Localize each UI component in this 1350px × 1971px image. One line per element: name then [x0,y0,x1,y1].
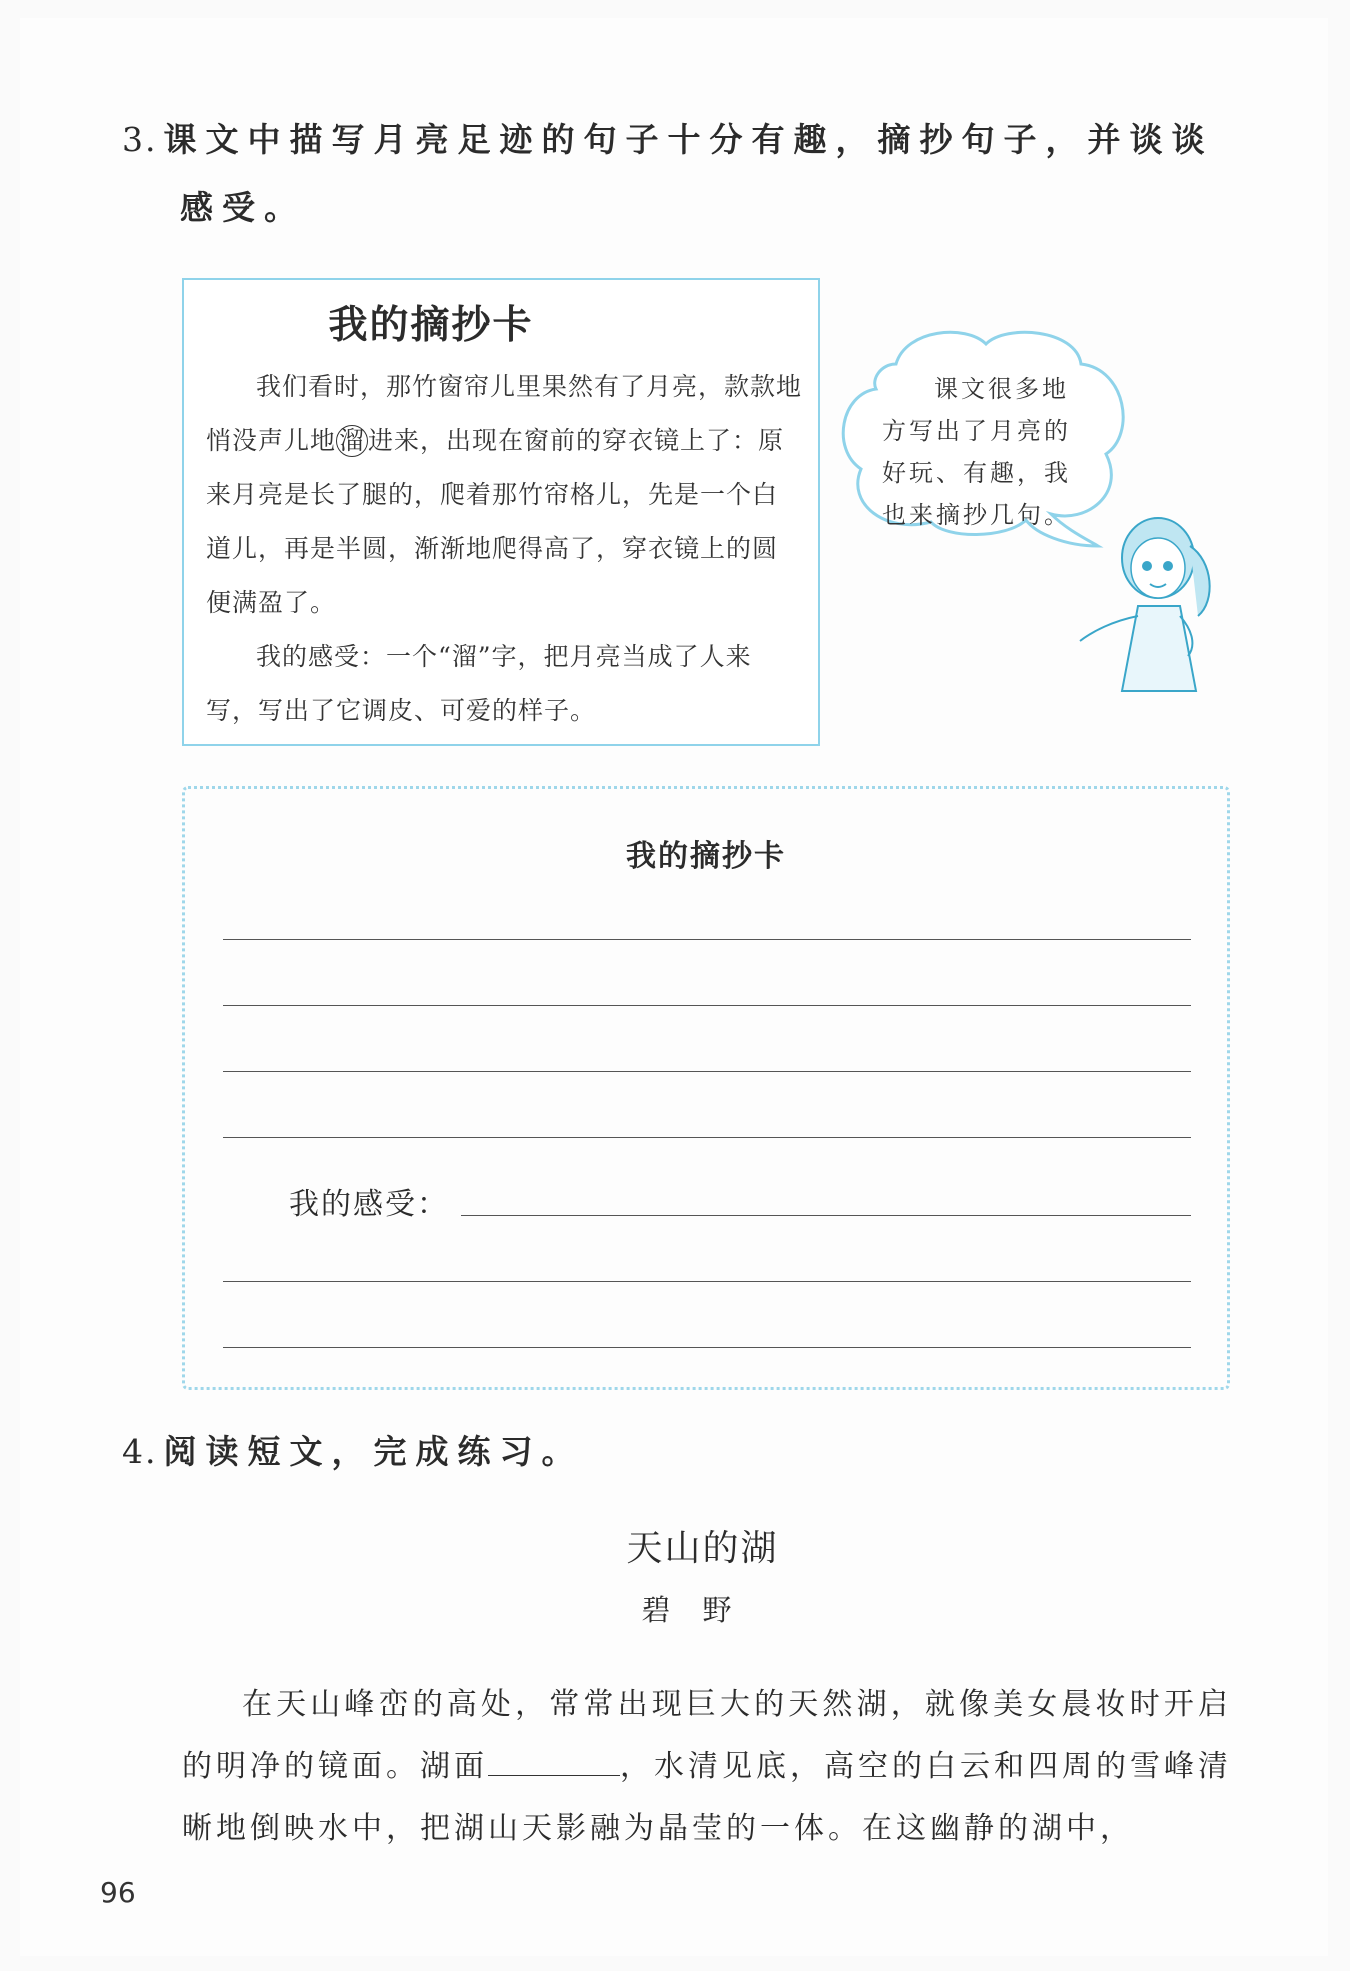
question-3-number: 3. [122,120,158,159]
page-number: 96 [100,1876,136,1909]
fill-in-blank[interactable] [488,1745,620,1776]
bubble-line-3: 好玩、有趣，我 [882,459,1071,487]
story-paragraph [182,1674,1232,1860]
bubble-line-2: 方写出了月亮的 [882,417,1071,445]
question-4-number: 4. [122,1432,158,1471]
blank-card-title: 我的摘抄卡 [626,839,786,874]
story-body [182,1674,1232,1860]
sample-card-handwriting [206,360,802,738]
writing-line[interactable] [223,1137,1191,1138]
writing-line[interactable] [223,1347,1191,1348]
story-title: 天山的湖 [626,1528,779,1569]
circled-character: 溜 [336,425,368,457]
sample-card-feeling: 我的感受：一个“溜”字，把月亮当成了人来写，写出了它调皮、可爱的样子。 [206,642,752,725]
bubble-text [882,368,1102,536]
sample-card-title: 我的摘抄卡 [328,302,534,348]
question-4-title [122,1418,1232,1486]
quote-part-after: 进来，出现在窗前的穿衣镜上了：原来月亮是长了腿的，爬着那竹帘格儿，先是一个白道儿，再是半圆，渐渐地爬得高了，穿衣镜上的圆便满盈了。 [206,426,785,617]
bubble-line-4: 也来摘抄几句。 [882,501,1071,529]
writing-line[interactable] [223,1071,1191,1072]
question-3-title [122,106,1232,242]
girl-illustration-icon [1078,506,1228,706]
story-author: 碧野 [641,1593,764,1627]
question-3-line2: 感受。 [180,188,306,227]
writing-line[interactable] [223,1005,1191,1006]
question-4-text: 阅读短文，完成练习。 [163,1432,584,1471]
bubble-line-1: 课文很多地 [934,375,1069,403]
writing-line[interactable] [223,939,1191,940]
quote-part-before: 我们看时，那竹窗帘儿里果然有了月亮，款款地悄没声儿地 [206,372,803,455]
writing-line[interactable] [223,1281,1191,1282]
sample-card-quote [206,360,802,630]
question-3-line1: 课文中描写月亮足迹的句子十分有趣，摘抄句子，并谈谈 [163,120,1214,159]
blank-excerpt-card [182,786,1230,1390]
feeling-label: 我的感受： [289,1187,449,1222]
story-text-after-blank: ，水清见底，高空的白云和四周的雪峰清晰地倒映水中，把湖山天影融为晶莹的一体。在这幽静的湖中， [182,1749,1232,1846]
story-text-before-blank: 在天山峰峦的高处，常常出现巨大的天然湖，就像美女晨妆时开启的明净的镜面。湖面 [182,1687,1232,1784]
feeling-writing-line[interactable] [461,1215,1191,1216]
sample-excerpt-card [182,278,820,746]
